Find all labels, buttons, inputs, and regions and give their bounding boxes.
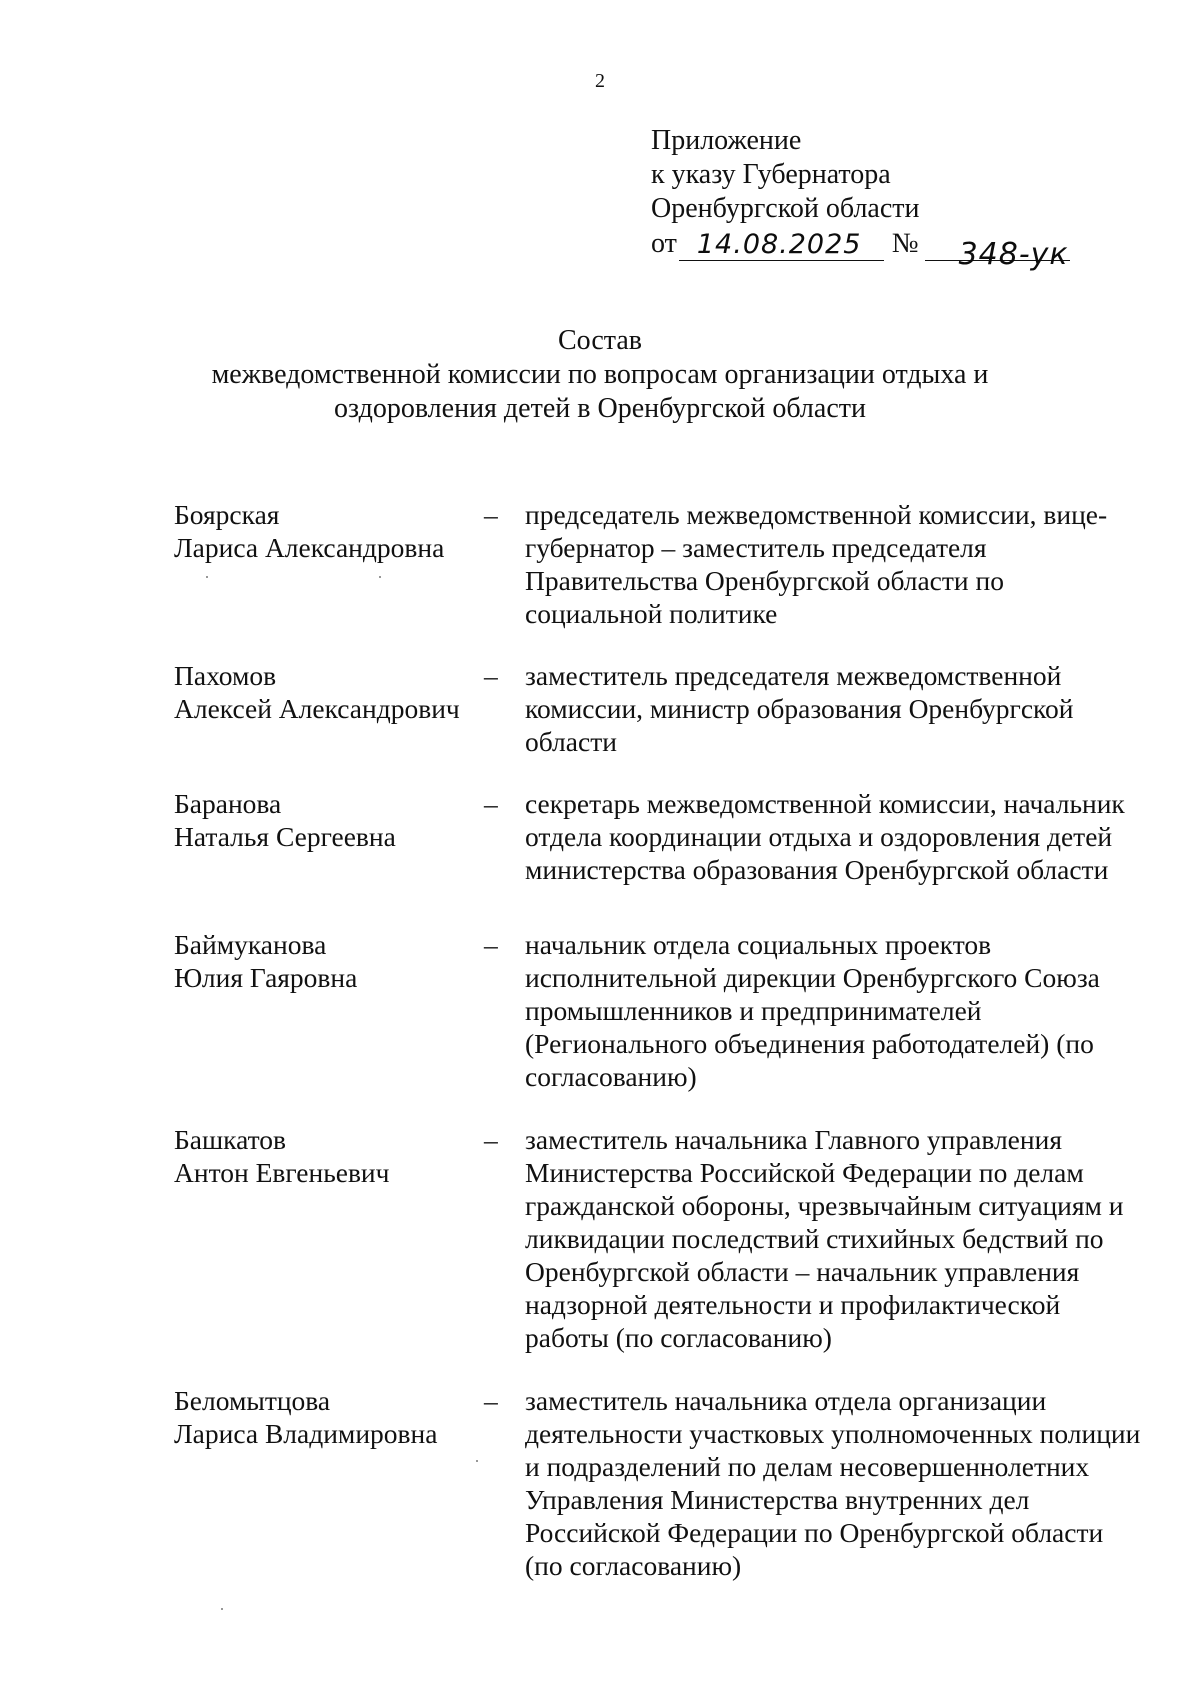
member-name [174,787,474,853]
appendix-block [651,124,1070,272]
member-given-names: Юлия Гаяровна [174,962,358,993]
member-role: председатель межведомственной комиссии, вице-губернатор – заместитель председателя Правительства Оренбургской области по социальной политике [525,499,1108,629]
member-given-names: Наталья Сергеевна [174,821,396,852]
member-given-names: Лариса Александровна [174,532,445,563]
member-dash: – [484,499,498,530]
from-label: от [651,228,677,259]
member-role: заместитель председателя межведомственной комиссии, министр образования Оренбургской области [525,660,1074,757]
scan-speck [379,576,381,578]
member-surname: Баранова [174,788,282,819]
member-role: заместитель начальника Главного управления Министерства Российской Федерации по делам гражданской обороны, чрезвычайным ситуациям и ликвидации последствий стихийных бедствий по Оренбургской области – начальник управления надзорной деятельности и профилактической работы (по согласованию) [525,1124,1124,1353]
member-entry [0,928,1200,1093]
member-role: начальник отдела социальных проектов исполнительной дирекции Оренбургского Союза промышленников и предпринимателей (Регионального объединения работодателей) (по согласованию) [525,929,1100,1092]
title-main: Состав [557,325,643,356]
member-name [174,498,474,564]
member-entry [0,1123,1200,1354]
member-dash: – [484,1124,498,1155]
member-surname: Боярская [174,499,280,530]
member-entry [0,1384,1200,1582]
member-surname: Башкатов [174,1124,287,1155]
member-given-names: Лариса Владимировна [174,1418,438,1449]
appendix-line-1: Приложение [651,125,802,156]
member-surname: Беломытцова [174,1385,331,1416]
page-number: 2 [595,70,605,92]
member-dash: – [484,929,498,960]
number-field [925,226,1070,272]
scan-speck [476,1460,478,1462]
number-label: № [891,228,919,259]
member-entry [0,787,1200,886]
date-field [679,226,884,261]
scan-speck [206,576,208,578]
document-title [0,324,1200,426]
member-role: секретарь межведомственной комиссии, начальник отдела координации отдыха и оздоровления детей министерства образования Оренбургской области [525,788,1125,885]
member-name [174,928,474,994]
member-entry [0,659,1200,758]
member-role: заместитель начальника отдела организации деятельности участковых уполномоченных полиции и подразделений по делам несовершеннолетних Управления Министерства внутренних дел Российской Федерации по Оренбургской области (по согласованию) [525,1385,1141,1581]
title-subtitle-line-2: оздоровления детей в Оренбургской области [334,393,866,424]
scan-speck [221,1608,223,1610]
member-name [174,659,474,725]
appendix-line-3: Оренбургской области [651,193,920,224]
member-name [174,1384,474,1450]
member-surname: Пахомов [174,660,277,691]
member-dash: – [484,660,498,691]
member-entry [0,498,1200,630]
handwritten-number: 348-ук [958,237,1069,272]
member-given-names: Алексей Александрович [174,693,460,724]
appendix-line-2: к указу Губернатора [651,159,891,190]
handwritten-date: 14.08.2025 [696,229,862,260]
member-name [174,1123,474,1189]
members-list [0,498,1200,1582]
decree-date-number-row [651,226,1070,272]
member-dash: – [484,1385,498,1416]
title-subtitle-line-1: межведомственной комиссии по вопросам организации отдыха и [211,359,989,390]
member-dash: – [484,788,498,819]
member-given-names: Антон Евгеньевич [174,1157,390,1188]
member-surname: Баймуканова [174,929,327,960]
